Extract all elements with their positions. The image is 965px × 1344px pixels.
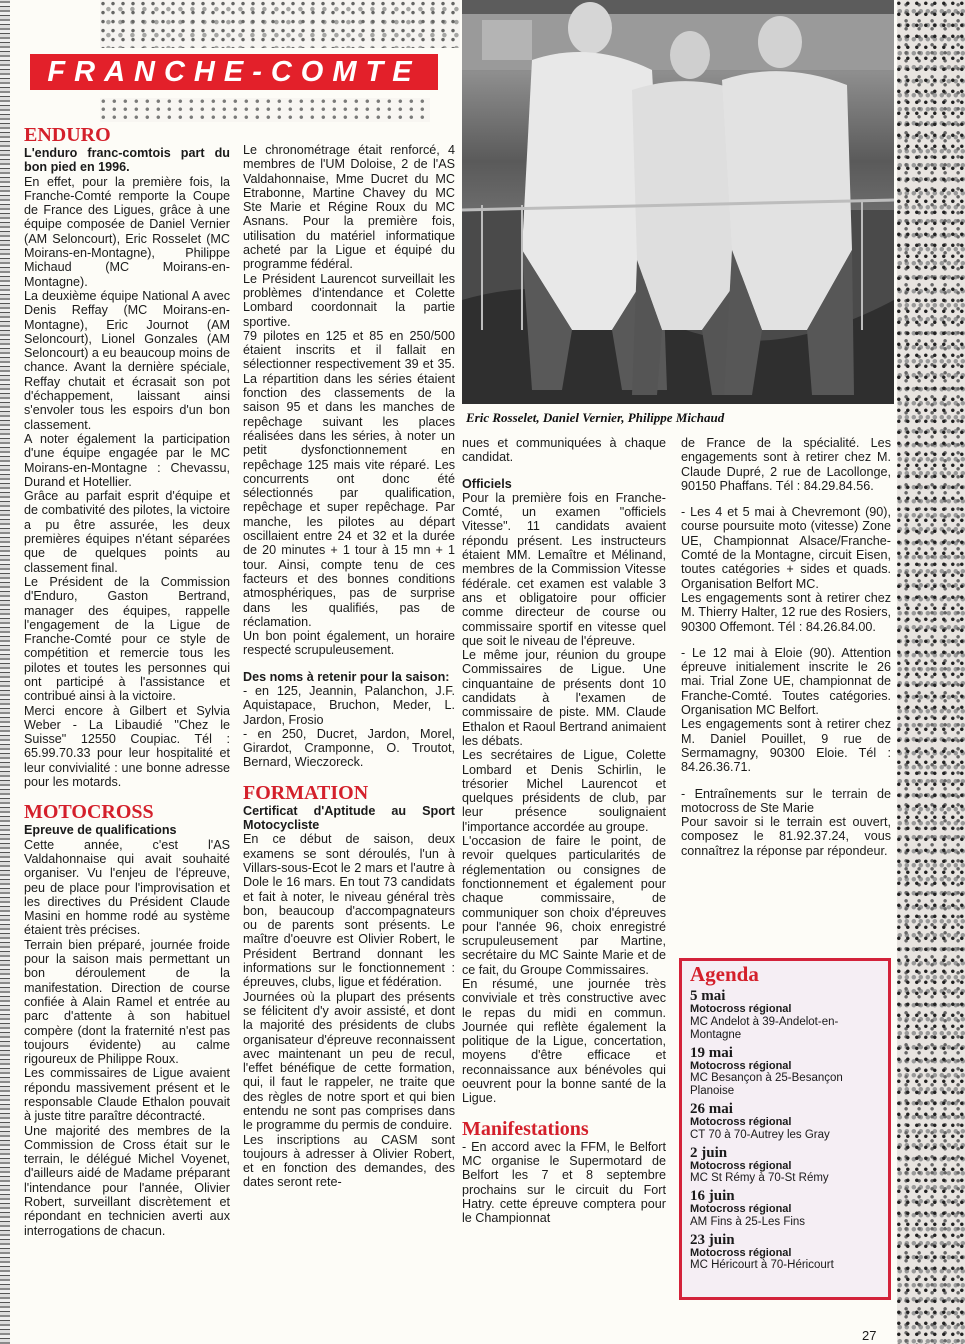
article-column-2 [243,143,455,1190]
paragraph: En effet, pour la première fois, la Franche-Comté remporte la Coupe de France des Ligues, grâce à une équipe composée de Daniel Vernier (AM Seloncourt), Eric Rosselet (MC Moirans-en-Montagne), Philippe Michaud (MC Moirans-en-Montagne). [24,174,230,289]
paragraph: de France de la spécialité. Les engagements sont à retirer chez M. Claude Dupré, 2 rue de Lacollonge, 90150 Phaffans. Tél : 84.29.84.56. [681,436,891,493]
agenda-item [690,1102,880,1142]
agenda-venue: CT 70 à 70-Autrey les Gray [690,1128,830,1141]
paragraph: - en 125, Jeannin, Palanchon, J.F. Aquistapace, Bruchon, Meder, L. Jardon, Frosio [243,683,455,727]
spacer [462,465,666,477]
agenda-title: Agenda [690,962,759,986]
agenda-venue: MC Besançon à 25-Besançon Planoise [690,1072,843,1097]
team-photo [462,0,894,404]
agenda-event-type: Motocross régional [690,1246,792,1259]
paragraph: Les inscriptions au CASM sont toujours à adresser à Olivier Robert, et en fonction des demandes, des dates seront rete- [243,1132,455,1190]
agenda-event-type: Motocross régional [690,1059,792,1072]
paragraph: Journées où la plupart des présents se félicitent d'y avoir assisté, et dont la majorité des présidents de clubs organisateur d'épreuve reconnaissent avec maintenant un peu de recul, l'effet bénéfique de cette formation, qui, il faut le rappeler, ne traite que des règles de notre sport et qui bien entendu ne sont pas comprises dans le programme du permis de conduire. [243,989,455,1133]
left-edge-texture [0,0,10,1344]
subheading: Officiels [462,476,512,491]
subheading: Epreuve de qualifications [24,823,177,838]
paragraph: En résumé, une journée très conviviale et très constructive avec le repas du midi en commun. Journée qui reflète également la politique de la Ligue, concertation, moyens d'être efficace et reconnaissance aux bénévoles qui oeuvrent pour la bonne santé de la Ligue. [462,976,666,1106]
article-column-3 [462,436,666,1225]
spacer [681,775,891,787]
agenda-box [679,958,891,1300]
paragraph: Merci encore à Gilbert et Sylvia Weber - La Libaudié "Chez le Suisse" 12550 Coupiac. Tél : 65.99.70.33 pour leur hospitalité et leur convivialité : une bonne adresse pour les motards. [24,703,230,790]
paragraph: - En accord avec la FFM, le Belfort MC organise le Supermotard de Belfort les 7 et 8 septembre prochains sur le circuit du Fort Hatry. cette épreuve comptera pour le Championnat [462,1139,666,1226]
paragraph: Les engagements sont à retirer chez M. Daniel Pouillet, 9 rue de Sermamagny, 90300 Eloie. Tél : 84.26.36.71. [681,717,891,775]
article-column-4 [681,436,891,858]
paragraph: A noter également la participation d'une équipe engagée par le MC Moirans-en-Montagne : Chevassu, Durand et Hotellier. [24,431,230,489]
paragraph: Les commissaires de Ligue avaient répondu massivement présent et le responsable Claude Ethalon pouvait à juste titre paraître décontracté. [24,1066,230,1124]
spacer [681,634,891,646]
paragraph: Le même jour, réunion du groupe Commissaires de Ligue. Une cinquantaine de présents dont 10 candidats à l'examen de commissaire de piste. MM. Claude Ethalon et Raoul Bertrand animaient les débats. [462,648,666,748]
paragraph: Le Président Laurencot surveillait les problèmes d'intendance et Colette Lombard coordonnait la partie sportive. [243,271,455,329]
spacer [243,658,455,670]
subheading: Des noms à retenir pour la saison: [243,669,450,684]
agenda-item [690,1189,880,1229]
region-banner-text: FRANCHE-COMTE [47,55,421,88]
paragraph: - en 250, Ducret, Jardon, Morel, Girardot, Cramponne, O. Troutot, Bernard, Wieczoreck. [243,726,455,770]
subheading: Certificat d'Aptitude au Sport Motocycliste [243,803,455,833]
right-margin-texture [897,0,965,1344]
section-heading: MOTOCROSS [24,801,154,824]
subheading: L'enduro franc-comtois part du bon pied en 1996. [24,146,230,175]
paragraph: Les secrétaires de Ligue, Colette Lombard et Denis Schirlin, le trésorier Michel Laurencot et quelques présidents de club, par leur présence soulignaient l'importance accordée au groupe. [462,748,666,834]
agenda-venue: AM Fins à 25-Les Fins [690,1215,806,1228]
agenda-venue: MC Andelot à 39-Andelot-en-Montagne [690,1015,839,1041]
agenda-venue: MC St Rémy à 70-St Rémy [690,1172,829,1184]
agenda-item [690,1233,880,1273]
paragraph: L'occasion de faire le point, de revoir quelques particularités de réglementation ou consignes de fonctionnement et également pour chaque commissaire, de communiquer son choix d'épreuves pour l'année 96, choix enregistré scrupuleusement par Martine, secrétaire du MC Sainte Marie et de ce fait, du Groupe Commissaires. [462,834,666,977]
article-column-1 [24,124,230,1238]
paragraph: Une majorité des membres de la Commission de Cross était sur le terrain, le délégué Michel Voyenet, d'ailleurs aidé de Madame préparant l'intendance pour l'année, Olivier Robert, surveillant discrètement et répondant en technicien averti aux interrogations de chacun. [24,1123,230,1238]
paragraph: - Les 4 et 5 mai à Chevremont (90), course poursuite moto (vitesse) Zone UE, Championnat Alsace/Franche-Comté de la Montagne, circuit Eisen, toutes catégories + sides et quads. Organisation Belfort MC. [681,505,891,591]
team-photo-illustration [462,0,894,404]
agenda-date: 2 juin [690,1144,728,1161]
paragraph: Pour savoir si le terrain est ouvert, composez le 81.92.37.24, vous connaîtrez la réponse par répondeur. [681,815,891,858]
agenda-item [690,1046,880,1099]
agenda-event-type: Motocross régional [690,1159,792,1172]
paragraph: Le chronométrage était renforcé, 4 membres de l'UM Doloise, 2 de l'AS Valdahonnaise, Mme Ducret du MC Etrabonne, Martine Chavey du MC Ste Marie et Régine Roux du MC Asnans. Pour la première fois, utilisation du matériel informatique acheté par la Ligue et équipé du programme fédéral. [243,143,455,272]
agenda-venue: MC Héricourt à 70-Héricourt [690,1259,834,1271]
spacer [681,493,891,505]
spacer [462,1106,666,1118]
agenda-date: 26 mai [690,1101,733,1117]
paragraph: Grâce au parfait esprit d'équipe et de combativité des pilotes, la victoire a pu être assurée, les deux premières équipes n'étant séparées que de quelques points au classement final. [24,489,230,575]
agenda-event-type: Motocross régional [690,1203,792,1215]
paragraph: En ce début de saison, deux examens se sont déroulés, l'un à Villars-sous-Ecot le 2 mars et l'autre à Dole le 16 mars. En tout 73 candidats et fait à noter, le niveau général très bon, beaucoup d'accompagnateurs ou de parents sont présents. Le maître d'oeuvre est Olivier Robert, le Président Bertrand donnant les informations sur le fonctionnement : épreuves, clubs, ligue et fédération. [243,832,455,990]
section-heading: ENDURO [24,124,111,146]
paragraph: 79 pilotes en 125 et 85 en 250/500 étaient inscrits et il fallait en sélectionner respectivement 39 et 35. La répartition dans les séries étaient fonction des classements de la saison 95 et dans les manches de repêchage suivant les places réalisées dans les séries, à noter un petit dysfonctionnement en repêchage 125 mais vite réparé. Les concurrents ont donc été sélectionnés par qualification, repêchage et super repêchage. Par manche, les pilotes au départ oscillaient entre 24 et 32 et la durée de 20 minutes + 1 tour à 15 mn + 1 tour. Ainsi, compte tenu de ces facteurs et des bonnes conditions atmosphériques, pas de surprise dans les qualifiés, pas de réclamation. [243,328,455,629]
agenda-event-type: Motocross régional [690,1003,792,1015]
paragraph: - Entraînements sur le terrain de motocross de Ste Marie [681,786,891,815]
page-number: 27 [862,1328,877,1343]
region-banner [30,54,438,90]
paragraph: Pour la première fois en Franche-Comté, un examen "officiels Vitesse". 11 candidats avaient répondu présent. Les instructeurs étaient MM. Lemaître et Mélinand, membres de la Commission Vitesse fédérale. cet examen est valable 3 ans et obligatoire pour officier comme directeur de course ou commissaire sportif en vitesse quel que soit le niveau de l'épreuve. [462,490,666,648]
agenda-date: 23 juin [690,1231,735,1248]
paragraph: Terrain bien préparé, journée froide pour la saison mais permettant un bon déroulement de la manifestation. Direction de course confiée à Alain Ramel et entrée au parc d'attente à son habituel compère (dont la fraternité n'est pas toujours évidente) au calme rigoureux de Philippe Roux. [24,937,230,1067]
banner-underline-texture [100,98,430,122]
section-heading: FORMATION [243,781,369,804]
agenda-date: 5 mai [690,988,726,1004]
agenda-item [690,1146,880,1186]
paragraph: Cette année, c'est l'AS Valdahonnaise qui avait souhaité organiser. Vu l'enjeu de l'épreuve, peu de place pour l'improvisation et les directives du Président Claude Masini en homme rodé au système étaient très précises. [24,837,230,938]
paragraph: - Le 12 mai à Eloie (90). Attention épreuve initialement inscrite le 26 mai. Trial Zone UE, championnat de Franche-Comté. Toutes catégories. Organisation MC Belfort. [681,645,891,718]
paragraph: Le Président de la Commission d'Enduro, Gaston Bertrand, manager des équipes, rappelle l'engagement de la Ligue de Franche-Comté pour ce style de compétition et remercie tous les pilotes et toutes les personnes qui ont participé à l'assistance et contribué ainsi à la victoire. [24,574,230,704]
agenda-event-type: Motocross régional [690,1116,792,1128]
paragraph: Un bon point également, un horaire respecté scrupuleusement. [243,629,455,658]
header-texture [100,0,460,48]
agenda-date: 16 juin [690,1188,735,1204]
spacer [24,789,230,801]
section-heading: Manifestations [462,1117,589,1140]
agenda-date: 19 mai [690,1044,733,1061]
paragraph: Les engagements sont à retirer chez M. Thierry Halter, 12 rue des Rosiers, 90300 Offemont. Tél : 84.26.84.00. [681,590,891,634]
paragraph: La deuxième équipe National A avec Denis Reffay (MC Moirans-en-Montagne), Eric Journot (AM Seloncourt), Lionel Gonzales (AM Seloncourt) a eu beaucoup moins de chance. Avant la dernière spéciale, Reffay chutait et écrasait son pot d'échappement, laissant ainsi s'envoler tous les espoirs d'un bon classement. [24,288,230,432]
spacer [243,770,455,782]
photo-caption: Eric Rosselet, Daniel Vernier, Philippe Michaud [466,410,725,425]
paragraph: nues et communiquées à chaque candidat. [462,436,666,465]
agenda-item [690,989,880,1042]
agenda-list [690,989,880,1272]
